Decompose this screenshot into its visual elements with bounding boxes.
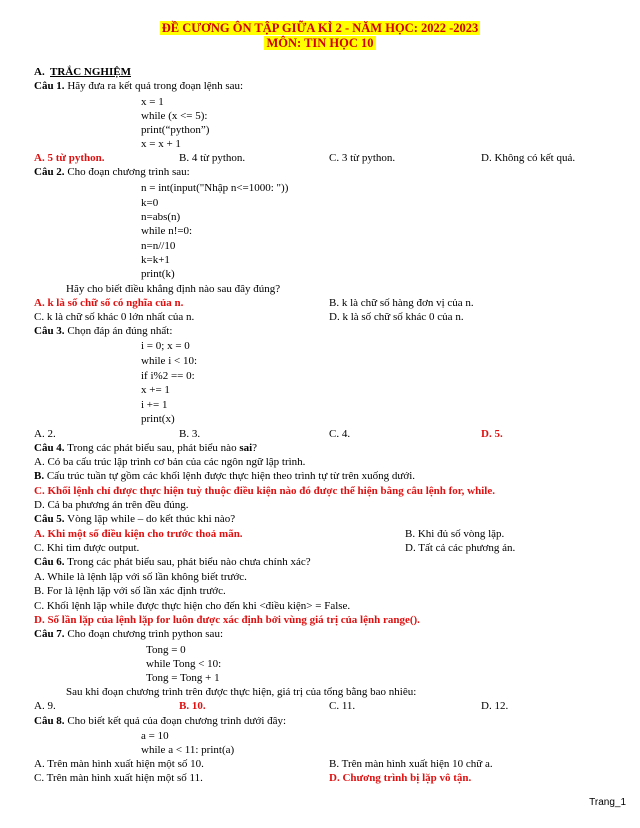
code-line: x = 1 [141, 96, 164, 108]
q3-option-b: B. 3. [179, 428, 201, 440]
code-line: while Tong < 10: [146, 658, 222, 670]
document-subtitle: MÔN: TIN HỌC 10 [266, 36, 374, 50]
q2-option-a: A. k là số chữ số có nghĩa của n. [34, 297, 184, 309]
code-line: while n!=0: [141, 225, 193, 237]
q7-option-d: D. 12. [481, 700, 509, 712]
question-8: Câu 8. Cho biết kết quả của đoạn chương trình dưới đây: [34, 715, 287, 727]
code-line: k=0 [141, 197, 159, 209]
q1-option-c: C. 3 từ python. [329, 152, 396, 164]
code-line: n=n//10 [141, 240, 176, 252]
code-line: n=abs(n) [141, 211, 181, 223]
question-7: Câu 7. Cho đoạn chương trình python sau: [34, 628, 223, 640]
q7-option-a: A. 9. [34, 700, 56, 712]
code-line: while i < 10: [141, 355, 198, 367]
q4-option-c: C. Khối lệnh chỉ được thực hiện tuỳ thuộc điều kiện nào đó được thể hiện bằng câu lệnh for, while. [34, 485, 495, 497]
question-3: Câu 3. Chọn đáp án đúng nhất: [34, 325, 173, 337]
q3-option-a: A. 2. [34, 428, 56, 440]
code-line: print(“python”) [141, 124, 210, 136]
question-4: Câu 4. Trong các phát biểu sau, phát biểu nào sai? [34, 442, 258, 454]
q8-option-c: C. Trên màn hình xuất hiện một số 11. [34, 772, 203, 784]
code-line: k=k+1 [141, 254, 170, 266]
question-1: Câu 1. Hãy đưa ra kết quả trong đoạn lệnh sau: [34, 80, 244, 92]
q3-option-d: D. 5. [481, 428, 503, 440]
q5-option-d: D. Tất cả các phương án. [405, 542, 516, 554]
code-line: while a < 11: print(a) [141, 744, 235, 756]
q8-option-d: D. Chương trình bị lặp vô tận. [329, 772, 472, 784]
code-line: a = 10 [141, 730, 169, 742]
q8-option-b: B. Trên màn hình xuất hiện 10 chữ a. [329, 758, 493, 770]
q1-option-d: D. Không có kết quả. [481, 152, 576, 164]
section-heading: A. TRẮC NGHIỆM [34, 66, 131, 78]
code-line: Tong = 0 [146, 644, 186, 656]
code-line: n = int(input("Nhập n<=1000: ")) [141, 182, 289, 194]
code-line: i = 0; x = 0 [141, 340, 190, 352]
code-line: x = x + 1 [141, 138, 181, 150]
code-line: Tong = Tong + 1 [146, 672, 220, 684]
code-line: if i%2 == 0: [141, 370, 195, 382]
q1-option-a: A. 5 từ python. [34, 152, 105, 164]
q5-option-a: A. Khi một số điều kiện cho trước thoả mãn. [34, 528, 243, 540]
q4-option-a: A. Có ba cấu trúc lập trình cơ bản của các ngôn ngữ lập trình. [34, 456, 306, 468]
q4-option-b: B. Cấu trúc tuần tự gồm các khối lệnh được thực hiện theo trình tự từ trên xuống dưới. [34, 470, 416, 482]
question-6: Câu 6. Trong các phát biểu sau, phát biểu nào chưa chính xác? [34, 556, 311, 568]
q6-option-d: D. Số lần lặp của lệnh lặp for luôn được xác định bởi vùng giá trị của lệnh range(). [34, 614, 420, 626]
question-5: Câu 5. Vòng lặp while – do kết thúc khi nào? [34, 513, 236, 525]
q5-option-c: C. Khi tìm được output. [34, 542, 140, 554]
code-line: while (x <= 5): [141, 110, 208, 122]
code-line: i += 1 [141, 399, 168, 411]
code-line: x += 1 [141, 384, 170, 396]
q7-prompt: Sau khi đoạn chương trình trên được thực hiện, giá trị của tổng bằng bao nhiêu: [66, 686, 417, 698]
question-2: Câu 2. Cho đoạn chương trình sau: [34, 166, 190, 178]
q2-prompt: Hãy cho biết điều khẳng định nào sau đây đúng? [66, 283, 281, 295]
code-line: print(x) [141, 413, 175, 425]
q7-option-c: C. 11. [329, 700, 356, 712]
q7-option-b: B. 10. [179, 700, 206, 712]
q5-option-b: B. Khi đủ số vòng lặp. [405, 528, 505, 540]
q4-option-d: D. Cả ba phương án trên đều đúng. [34, 499, 189, 511]
q8-option-a: A. Trên màn hình xuất hiện một số 10. [34, 758, 204, 770]
code-line: print(k) [141, 268, 175, 280]
q2-option-d: D. k là số chữ số khác 0 của n. [329, 311, 464, 323]
q2-option-b: B. k là chữ số hàng đơn vị của n. [329, 297, 474, 309]
q6-option-a: A. While là lệnh lặp với số lần không biết trước. [34, 571, 247, 583]
document-title: ĐỀ CƯƠNG ÔN TẬP GIỮA KÌ 2 - NĂM HỌC: 2022 -2023 [161, 21, 479, 35]
q3-option-c: C. 4. [329, 428, 351, 440]
page-number: Trang_1 [589, 797, 626, 808]
q1-option-b: B. 4 từ python. [179, 152, 246, 164]
q6-option-b: B. For là lệnh lặp với số lần xác định trước. [34, 585, 226, 597]
q2-option-c: C. k là chữ số khác 0 lớn nhất của n. [34, 311, 195, 323]
q6-option-c: C. Khối lệnh lặp while được thực hiện cho đến khi <điều kiện> = False. [34, 600, 351, 612]
